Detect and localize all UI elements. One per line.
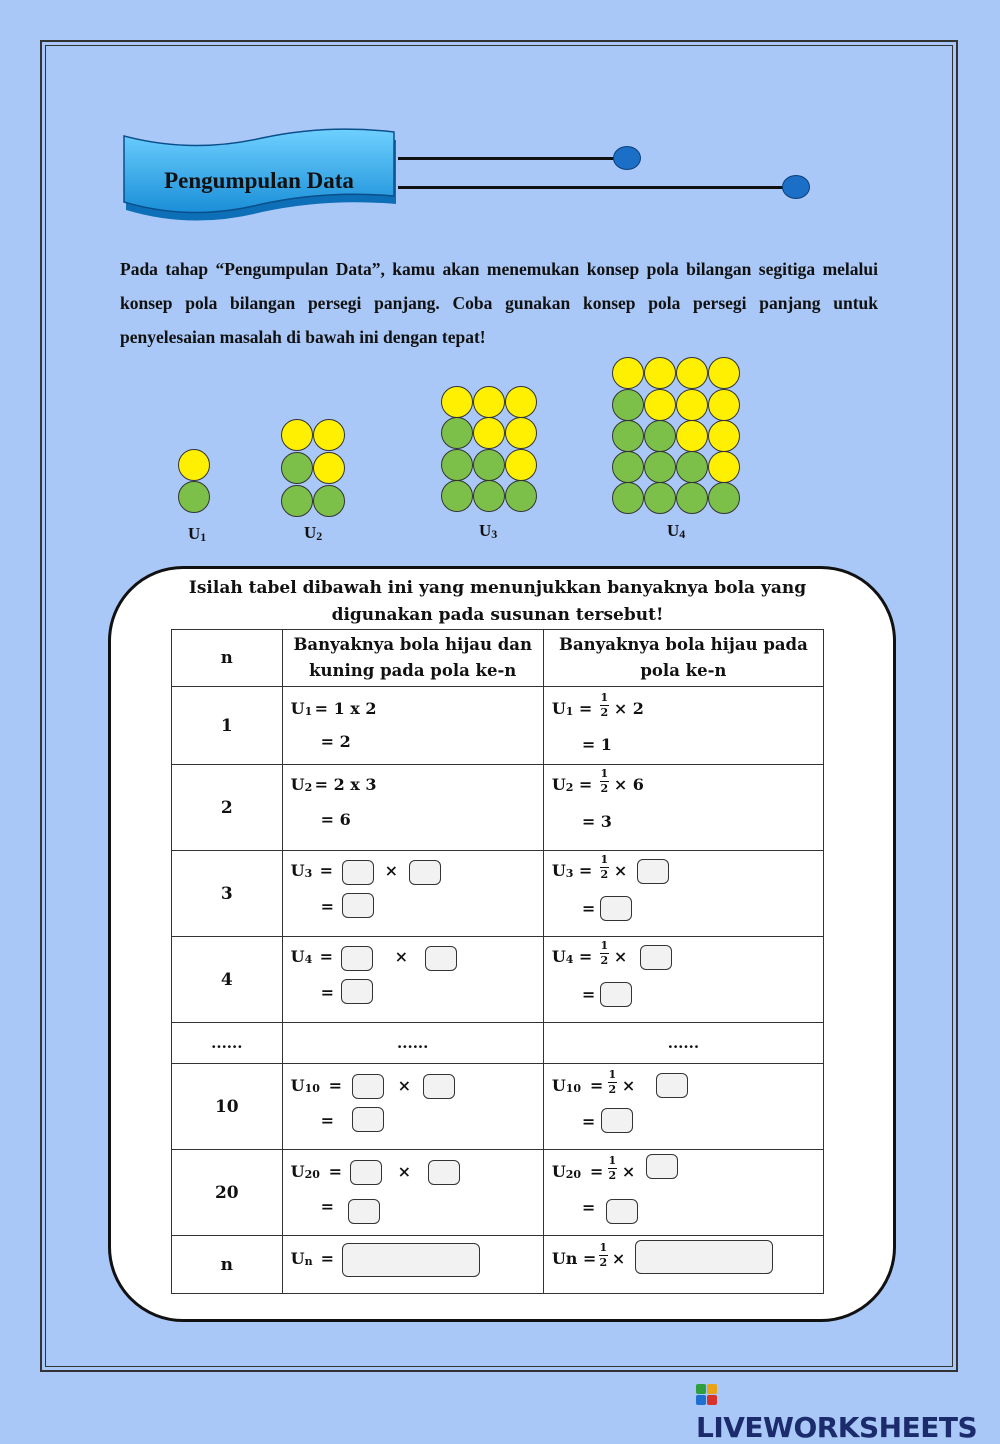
decor-line-top bbox=[398, 157, 616, 160]
cell-total bbox=[282, 1236, 543, 1294]
cell-total bbox=[282, 1150, 543, 1236]
ball-green bbox=[612, 482, 644, 514]
term-result: = 1 bbox=[581, 735, 612, 754]
answer-table bbox=[171, 629, 824, 1294]
table-row bbox=[172, 687, 824, 765]
ball-green bbox=[612, 451, 644, 483]
answer-box-result[interactable] bbox=[341, 979, 373, 1004]
term-label: $U_{20}$ bbox=[551, 1162, 582, 1181]
logo-text: LIVEWORKSHEETS bbox=[696, 1411, 978, 1444]
eq-sign: = bbox=[589, 1162, 604, 1181]
table-row bbox=[172, 851, 824, 937]
eq-sign: = bbox=[581, 1198, 596, 1217]
ball-green bbox=[441, 417, 473, 449]
row-n: 3 bbox=[172, 851, 283, 937]
ball-yellow bbox=[505, 449, 537, 481]
ball-yellow bbox=[644, 357, 676, 389]
table-instruction: Isilah tabel dibawah ini yang menunjukkan banyaknya bola yang digunakan pada susunan tersebut! bbox=[188, 578, 807, 625]
eq-sign: = bbox=[319, 861, 334, 880]
answer-box-result[interactable] bbox=[348, 1199, 380, 1224]
ball-green bbox=[441, 480, 473, 512]
term-label: $U_{10}$ bbox=[551, 1076, 582, 1095]
times-sign: × bbox=[384, 861, 399, 880]
answer-box-factor-1[interactable] bbox=[341, 946, 373, 971]
table-row bbox=[172, 1236, 824, 1294]
term-label: $U_n$ bbox=[290, 1249, 313, 1268]
term-result: = 3 bbox=[581, 812, 612, 831]
ellipsis: ...... bbox=[543, 1023, 823, 1064]
ball-green bbox=[281, 485, 313, 517]
term-label: $U_1$ bbox=[290, 699, 313, 718]
cell-total bbox=[282, 851, 543, 937]
ball-yellow bbox=[178, 449, 210, 481]
eq-sign: = bbox=[320, 897, 335, 916]
term-expr: = 1 x 2 bbox=[314, 699, 377, 718]
table-header-row bbox=[172, 630, 824, 687]
answer-box-factor-2[interactable] bbox=[409, 860, 441, 885]
ball-green bbox=[281, 452, 313, 484]
ball-yellow bbox=[708, 420, 740, 452]
term-result: = 6 bbox=[320, 810, 351, 829]
fraction-half: 1 2 bbox=[600, 767, 609, 795]
cell-total bbox=[282, 765, 543, 851]
term-label: $U_{20}$ bbox=[290, 1162, 320, 1181]
eq-sign: = bbox=[578, 699, 593, 718]
answer-box-factor-1[interactable] bbox=[352, 1074, 384, 1099]
answer-box-result[interactable] bbox=[342, 893, 374, 918]
intro-paragraph: Pada tahap “Pengumpulan Data”, kamu akan menemukan konsep pola bilangan segitiga melalui konsep pola bilangan persegi panjang. Coba gunakan konsep pola persegi panjang untuk penyelesaian masalah di bawah ini dengan tepat! bbox=[120, 259, 878, 347]
fraction-half: 1 2 bbox=[599, 1241, 608, 1269]
row-n: 4 bbox=[172, 937, 283, 1023]
cell-green bbox=[543, 1150, 823, 1236]
pattern-label-u2: $U_2$ bbox=[304, 523, 323, 543]
times-sign: × bbox=[394, 947, 409, 966]
table-row bbox=[172, 1150, 824, 1236]
answer-box-factor[interactable] bbox=[640, 945, 672, 970]
ball-yellow bbox=[676, 357, 708, 389]
row-n: 1 bbox=[172, 687, 283, 765]
row-n: n bbox=[172, 1236, 283, 1294]
term-label: $U_4$ bbox=[290, 947, 313, 966]
ball-yellow bbox=[313, 419, 345, 451]
ball-yellow bbox=[644, 389, 676, 421]
table-row bbox=[172, 765, 824, 851]
ball-yellow bbox=[441, 386, 473, 418]
fraction-half: 1 2 bbox=[600, 691, 609, 719]
eq-sign: = bbox=[320, 983, 335, 1002]
ball-yellow bbox=[676, 389, 708, 421]
ball-green bbox=[313, 485, 345, 517]
pattern-label-u1: $U_1$ bbox=[188, 524, 207, 544]
eq-sign: = bbox=[578, 947, 593, 966]
ball-green bbox=[644, 420, 676, 452]
answer-box-factor-2[interactable] bbox=[428, 1160, 460, 1185]
term-label: $U_3$ bbox=[290, 861, 313, 880]
answer-box-result[interactable] bbox=[600, 896, 632, 921]
row-n: 2 bbox=[172, 765, 283, 851]
times-sign: × bbox=[611, 1249, 626, 1268]
ball-yellow bbox=[473, 386, 505, 418]
eq-sign: = bbox=[582, 1249, 597, 1268]
times-sign: × bbox=[621, 1162, 636, 1181]
ellipsis: ...... bbox=[282, 1023, 543, 1064]
term-label: $U_4$ bbox=[551, 947, 574, 966]
cell-green bbox=[543, 1064, 823, 1150]
cell-green bbox=[543, 687, 823, 765]
term-times: × 2 bbox=[613, 699, 644, 718]
ball-yellow bbox=[708, 389, 740, 421]
ball-green bbox=[644, 482, 676, 514]
answer-box-factor[interactable] bbox=[637, 859, 669, 884]
ball-yellow bbox=[473, 417, 505, 449]
table-row-ellipsis bbox=[172, 1023, 824, 1064]
pattern-label-u4: $U_4$ bbox=[667, 521, 686, 541]
eq-sign: = bbox=[319, 947, 334, 966]
answer-box-formula[interactable] bbox=[635, 1240, 773, 1274]
ball-yellow bbox=[708, 451, 740, 483]
pattern-label-u3: $U_3$ bbox=[479, 521, 498, 541]
cell-total bbox=[282, 1064, 543, 1150]
header-green: Banyaknya bola hijau pada pola ke-n bbox=[543, 630, 823, 687]
ball-green bbox=[676, 451, 708, 483]
times-sign: × bbox=[621, 1076, 636, 1095]
ball-green bbox=[441, 449, 473, 481]
term-label: $U_2$ bbox=[551, 775, 574, 794]
term-label: Un bbox=[551, 1249, 578, 1268]
term-times: × 6 bbox=[613, 775, 644, 794]
header-green-yellow: Banyaknya bola hijau dan kuning pada pola ke-n bbox=[282, 630, 543, 687]
page-title: Pengumpulan Data bbox=[164, 168, 354, 193]
term-result: = 2 bbox=[320, 732, 351, 751]
answer-box-factor-2[interactable] bbox=[423, 1074, 455, 1099]
eq-sign: = bbox=[581, 985, 596, 1004]
times-sign: × bbox=[397, 1076, 412, 1095]
ball-yellow bbox=[505, 417, 537, 449]
cell-total bbox=[282, 937, 543, 1023]
cell-green bbox=[543, 765, 823, 851]
ball-green bbox=[676, 482, 708, 514]
eq-sign: = bbox=[320, 1197, 335, 1216]
eq-sign: = bbox=[320, 1249, 335, 1268]
answer-box-formula[interactable] bbox=[342, 1243, 480, 1277]
answer-box-factor-1[interactable] bbox=[342, 860, 374, 885]
row-n: 10 bbox=[172, 1064, 283, 1150]
cell-total bbox=[282, 687, 543, 765]
eq-sign: = bbox=[581, 1112, 596, 1131]
table-row bbox=[172, 937, 824, 1023]
ball-green bbox=[644, 451, 676, 483]
fraction-half: 1 2 bbox=[608, 1154, 617, 1182]
cell-green bbox=[543, 937, 823, 1023]
times-sign: × bbox=[397, 1162, 412, 1181]
row-n: 20 bbox=[172, 1150, 283, 1236]
ball-yellow bbox=[281, 419, 313, 451]
cell-green bbox=[543, 851, 823, 937]
eq-sign: = bbox=[589, 1076, 604, 1095]
answer-box-result[interactable] bbox=[352, 1107, 384, 1132]
decor-dot-top bbox=[613, 146, 641, 170]
decor-line-bottom bbox=[398, 186, 784, 189]
ball-green bbox=[505, 480, 537, 512]
ball-green bbox=[612, 389, 644, 421]
liveworksheets-logo[interactable] bbox=[696, 1378, 1000, 1444]
fraction-half: 1 2 bbox=[600, 939, 609, 967]
ball-yellow bbox=[313, 452, 345, 484]
answer-box-factor[interactable] bbox=[656, 1073, 688, 1098]
times-sign: × bbox=[613, 861, 628, 880]
answer-box-result[interactable] bbox=[606, 1199, 638, 1224]
eq-sign: = bbox=[328, 1162, 343, 1181]
ball-yellow bbox=[612, 357, 644, 389]
ball-yellow bbox=[505, 386, 537, 418]
header-n: n bbox=[172, 630, 283, 687]
ball-yellow bbox=[708, 357, 740, 389]
answer-box-factor-1[interactable] bbox=[350, 1160, 382, 1185]
ellipsis: ...... bbox=[172, 1023, 283, 1064]
table-row bbox=[172, 1064, 824, 1150]
cell-green bbox=[543, 1236, 823, 1294]
term-label: $U_1$ bbox=[551, 699, 574, 718]
eq-sign: = bbox=[578, 775, 593, 794]
liveworksheets-icon bbox=[696, 1384, 718, 1406]
ball-green bbox=[473, 480, 505, 512]
ball-yellow bbox=[676, 420, 708, 452]
answer-box-factor-2[interactable] bbox=[425, 946, 457, 971]
ball-green bbox=[473, 449, 505, 481]
eq-sign: = bbox=[320, 1111, 335, 1130]
eq-sign: = bbox=[328, 1076, 343, 1095]
ball-green bbox=[612, 420, 644, 452]
ball-green bbox=[178, 481, 210, 513]
term-label: $U_2$ bbox=[290, 775, 313, 794]
term-label: $U_3$ bbox=[551, 861, 574, 880]
ball-green bbox=[708, 482, 740, 514]
answer-box-result[interactable] bbox=[601, 1108, 633, 1133]
fraction-half: 1 2 bbox=[600, 853, 609, 881]
term-label: $U_{10}$ bbox=[290, 1076, 320, 1095]
decor-dot-bottom bbox=[782, 175, 810, 199]
fraction-half: 1 2 bbox=[608, 1068, 617, 1096]
answer-box-result[interactable] bbox=[600, 982, 632, 1007]
eq-sign: = bbox=[578, 861, 593, 880]
answer-box-factor[interactable] bbox=[646, 1154, 678, 1179]
term-expr: = 2 x 3 bbox=[314, 775, 377, 794]
times-sign: × bbox=[613, 947, 628, 966]
eq-sign: = bbox=[581, 899, 596, 918]
